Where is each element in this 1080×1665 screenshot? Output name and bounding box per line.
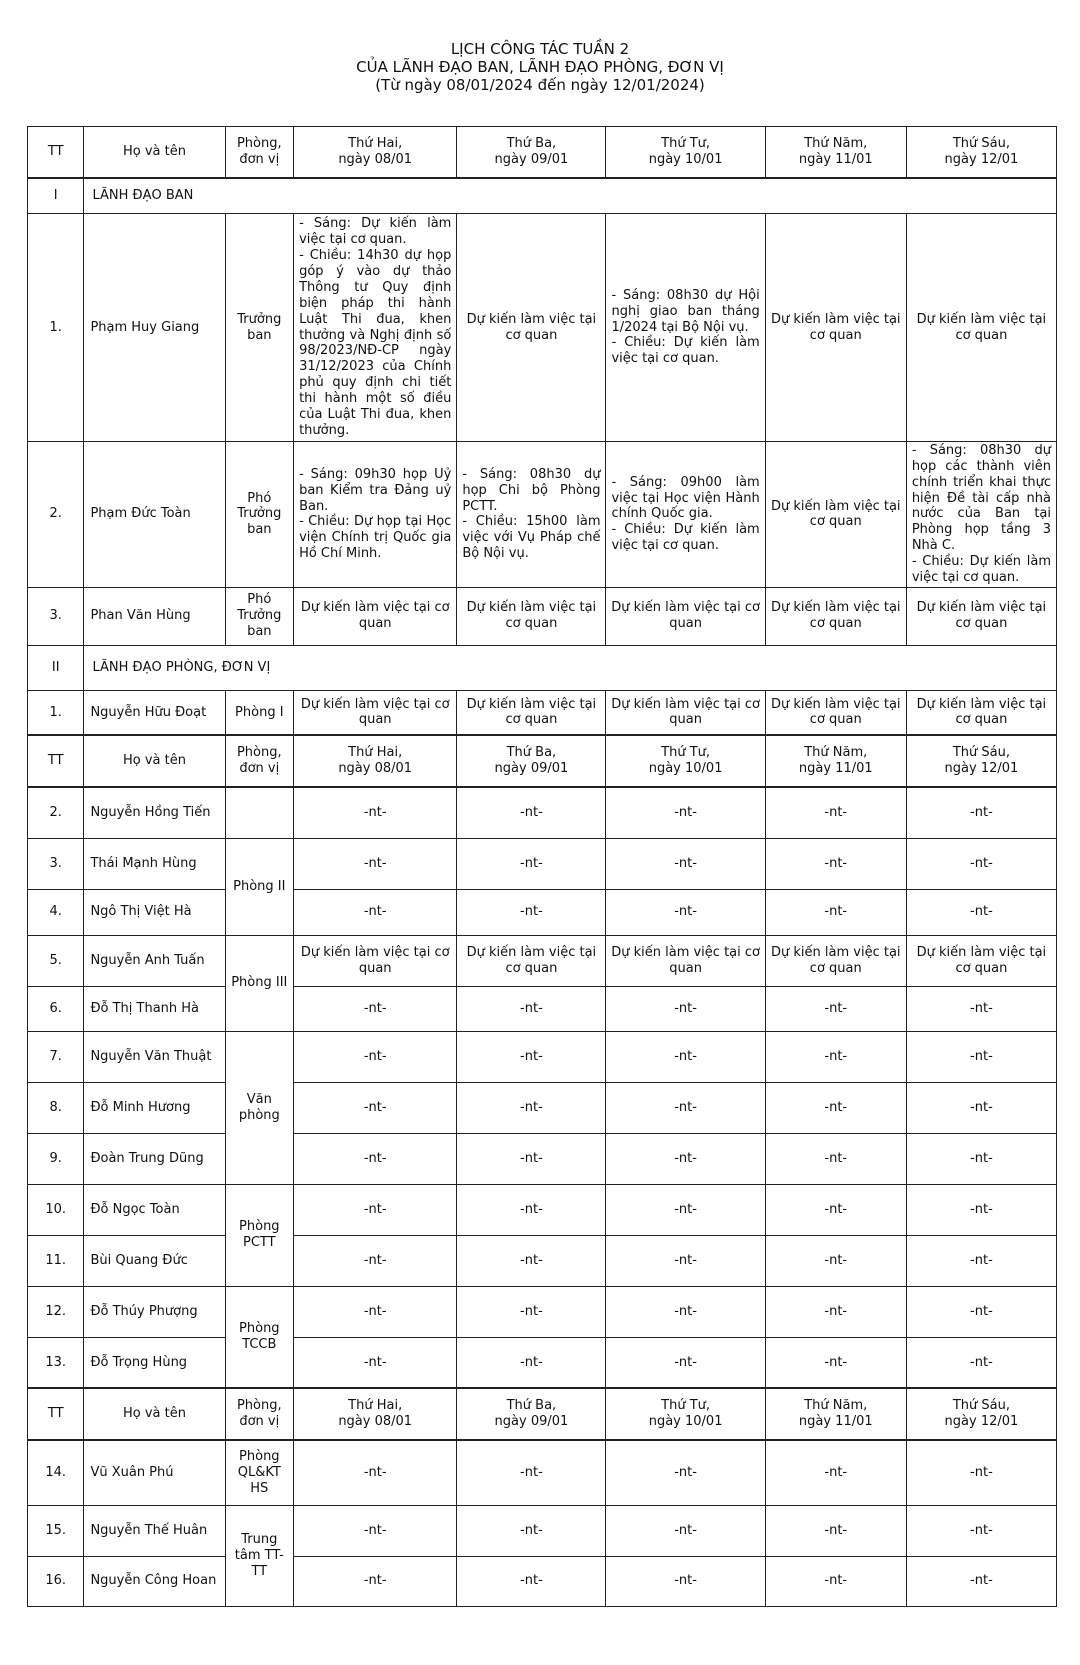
person-name: Đỗ Minh Hương — [84, 1082, 225, 1133]
dept-cell: Trung tâm TT-TT — [225, 1505, 294, 1606]
section-row — [28, 178, 1057, 214]
person-name: Vũ Xuân Phú — [84, 1440, 225, 1505]
schedule-cell: -nt- — [457, 1133, 606, 1184]
dept-cell: Phòng II — [225, 838, 294, 935]
col-tuesday: Thứ Ba, ngày 09/01 — [457, 127, 606, 178]
schedule-cell: -nt- — [457, 889, 606, 935]
dept-cell: Phòng QL&KT HS — [225, 1440, 294, 1505]
table-row — [28, 1184, 1057, 1235]
header-date-range: (Từ ngày 08/01/2024 đến ngày 12/01/2024) — [375, 76, 705, 94]
col-wednesday: Thứ Tư, ngày 10/01 — [606, 1388, 765, 1440]
row-number: 15. — [28, 1505, 84, 1556]
col-tt: TT — [28, 735, 84, 787]
row-number: 3. — [28, 838, 84, 889]
person-name: Phạm Đức Toàn — [84, 442, 225, 588]
schedule-cell: -nt- — [765, 986, 906, 1031]
section-title: LÃNH ĐẠO PHÒNG, ĐƠN VỊ — [84, 645, 1057, 690]
schedule-cell: -nt- — [906, 787, 1056, 838]
schedule-cell: -nt- — [294, 1031, 457, 1082]
schedule-cell: - Sáng: 09h00 làm việc tại Học viện Hành chính Quốc gia. - Chiều: Dự kiến làm việc tại cơ quan. — [606, 442, 765, 588]
section-number: II — [28, 645, 84, 690]
schedule-cell: -nt- — [765, 1133, 906, 1184]
col-friday: Thứ Sáu, ngày 12/01 — [906, 735, 1056, 787]
table-header-row-repeat — [28, 735, 1057, 787]
schedule-cell: -nt- — [606, 889, 765, 935]
row-number: 7. — [28, 1031, 84, 1082]
schedule-cell: -nt- — [906, 1184, 1056, 1235]
row-number: 10. — [28, 1184, 84, 1235]
col-dept: Phòng, đơn vị — [225, 1388, 294, 1440]
person-name: Nguyễn Văn Thuật — [84, 1031, 225, 1082]
schedule-cell: -nt- — [606, 1082, 765, 1133]
schedule-cell: Dự kiến làm việc tại cơ quan — [606, 690, 765, 735]
section-number: I — [28, 178, 84, 214]
dept-cell: Phó Trưởng ban — [225, 442, 294, 588]
person-name: Nguyễn Thế Huân — [84, 1505, 225, 1556]
schedule-table — [27, 126, 1057, 1607]
schedule-cell: - Sáng: 08h30 dự Hội nghị giao ban tháng 1/2024 tại Bộ Nội vụ. - Chiều: Dự kiến làm việc tại cơ quan. — [606, 214, 765, 442]
schedule-cell: - Sáng: 08h30 dự họp Chi bộ Phòng PCTT. - Chiều: 15h00 làm việc với Vụ Pháp chế Bộ Nội vụ. — [457, 442, 606, 588]
schedule-cell: -nt- — [906, 889, 1056, 935]
schedule-cell: -nt- — [457, 1082, 606, 1133]
row-number: 1. — [28, 690, 84, 735]
schedule-cell: Dự kiến làm việc tại cơ quan — [606, 587, 765, 645]
schedule-cell: -nt- — [765, 1505, 906, 1556]
schedule-cell: Dự kiến làm việc tại cơ quan — [457, 587, 606, 645]
schedule-cell: -nt- — [606, 1505, 765, 1556]
col-name: Họ và tên — [84, 735, 225, 787]
person-name: Đỗ Ngọc Toàn — [84, 1184, 225, 1235]
row-number: 2. — [28, 787, 84, 838]
col-tuesday: Thứ Ba, ngày 09/01 — [457, 1388, 606, 1440]
schedule-cell: -nt- — [457, 1184, 606, 1235]
person-name: Đoàn Trung Dũng — [84, 1133, 225, 1184]
table-row — [28, 1440, 1057, 1505]
schedule-cell: -nt- — [457, 986, 606, 1031]
row-number: 5. — [28, 935, 84, 986]
dept-cell: Phòng TCCB — [225, 1286, 294, 1388]
person-name: Ngô Thị Việt Hà — [84, 889, 225, 935]
document-header — [0, 40, 1080, 94]
dept-cell: Phòng I — [225, 690, 294, 735]
schedule-cell: -nt- — [765, 787, 906, 838]
schedule-cell: -nt- — [906, 1286, 1056, 1337]
schedule-cell: -nt- — [294, 1082, 457, 1133]
schedule-cell: -nt- — [765, 1337, 906, 1388]
row-number: 1. — [28, 214, 84, 442]
table-row — [28, 1505, 1057, 1556]
row-number: 16. — [28, 1556, 84, 1606]
table-row — [28, 442, 1057, 588]
row-number: 11. — [28, 1235, 84, 1286]
schedule-cell: -nt- — [606, 1031, 765, 1082]
table-row — [28, 1286, 1057, 1337]
person-name: Bùi Quang Đức — [84, 1235, 225, 1286]
schedule-cell: -nt- — [765, 889, 906, 935]
schedule-cell: -nt- — [606, 1440, 765, 1505]
schedule-cell: -nt- — [906, 1235, 1056, 1286]
schedule-cell: -nt- — [765, 1184, 906, 1235]
schedule-cell: Dự kiến làm việc tại cơ quan — [457, 935, 606, 986]
schedule-cell: -nt- — [606, 787, 765, 838]
schedule-cell: -nt- — [606, 1556, 765, 1606]
schedule-cell: -nt- — [906, 1440, 1056, 1505]
person-name: Nguyễn Hữu Đoạt — [84, 690, 225, 735]
schedule-cell: -nt- — [294, 838, 457, 889]
schedule-cell: -nt- — [294, 787, 457, 838]
table-row — [28, 838, 1057, 889]
col-friday: Thứ Sáu, ngày 12/01 — [906, 1388, 1056, 1440]
person-name: Nguyễn Công Hoan — [84, 1556, 225, 1606]
schedule-cell: Dự kiến làm việc tại cơ quan — [906, 690, 1056, 735]
schedule-cell: -nt- — [606, 838, 765, 889]
schedule-cell: -nt- — [906, 1556, 1056, 1606]
header-subtitle: CỦA LÃNH ĐẠO BAN, LÃNH ĐẠO PHÒNG, ĐƠN VỊ — [356, 58, 724, 76]
schedule-cell: -nt- — [906, 1337, 1056, 1388]
schedule-cell: -nt- — [906, 1133, 1056, 1184]
schedule-cell: -nt- — [457, 1440, 606, 1505]
schedule-cell: -nt- — [606, 1133, 765, 1184]
row-number: 8. — [28, 1082, 84, 1133]
schedule-cell: Dự kiến làm việc tại cơ quan — [765, 214, 906, 442]
col-monday: Thứ Hai, ngày 08/01 — [294, 127, 457, 178]
row-number: 4. — [28, 889, 84, 935]
schedule-cell: -nt- — [457, 838, 606, 889]
col-tuesday: Thứ Ba, ngày 09/01 — [457, 735, 606, 787]
schedule-cell: Dự kiến làm việc tại cơ quan — [294, 690, 457, 735]
schedule-cell: -nt- — [606, 1235, 765, 1286]
col-dept: Phòng, đơn vị — [225, 735, 294, 787]
schedule-cell: Dự kiến làm việc tại cơ quan — [906, 587, 1056, 645]
schedule-cell: -nt- — [906, 986, 1056, 1031]
col-monday: Thứ Hai, ngày 08/01 — [294, 735, 457, 787]
schedule-cell: -nt- — [765, 1440, 906, 1505]
schedule-cell: Dự kiến làm việc tại cơ quan — [765, 935, 906, 986]
table-header-row-repeat — [28, 1388, 1057, 1440]
dept-cell: Phó Trưởng ban — [225, 587, 294, 645]
schedule-cell: Dự kiến làm việc tại cơ quan — [294, 587, 457, 645]
dept-cell: Phòng III — [225, 935, 294, 1031]
col-name: Họ và tên — [84, 1388, 225, 1440]
section-title: LÃNH ĐẠO BAN — [84, 178, 1057, 214]
table-row — [28, 587, 1057, 645]
row-number: 13. — [28, 1337, 84, 1388]
table-row — [28, 787, 1057, 838]
person-name: Phan Văn Hùng — [84, 587, 225, 645]
table-row — [28, 214, 1057, 442]
schedule-cell: -nt- — [765, 1031, 906, 1082]
col-tt: TT — [28, 127, 84, 178]
schedule-cell: -nt- — [765, 1235, 906, 1286]
dept-cell — [225, 787, 294, 838]
col-dept: Phòng, đơn vị — [225, 127, 294, 178]
schedule-cell: -nt- — [457, 1031, 606, 1082]
table-row — [28, 935, 1057, 986]
schedule-cell: -nt- — [294, 1286, 457, 1337]
row-number: 14. — [28, 1440, 84, 1505]
schedule-cell: -nt- — [457, 787, 606, 838]
schedule-cell: -nt- — [294, 986, 457, 1031]
person-name: Nguyễn Hồng Tiến — [84, 787, 225, 838]
dept-cell: Văn phòng — [225, 1031, 294, 1184]
schedule-cell: -nt- — [606, 1337, 765, 1388]
table-row — [28, 1133, 1057, 1184]
schedule-cell: Dự kiến làm việc tại cơ quan — [906, 214, 1056, 442]
table-header-row — [28, 127, 1057, 178]
col-thursday: Thứ Năm, ngày 11/01 — [765, 127, 906, 178]
schedule-cell: -nt- — [294, 889, 457, 935]
person-name: Đỗ Thúy Phượng — [84, 1286, 225, 1337]
schedule-cell: -nt- — [294, 1184, 457, 1235]
table-row — [28, 889, 1057, 935]
schedule-cell: -nt- — [606, 1184, 765, 1235]
schedule-cell: -nt- — [765, 1556, 906, 1606]
schedule-cell: -nt- — [906, 1505, 1056, 1556]
col-thursday: Thứ Năm, ngày 11/01 — [765, 1388, 906, 1440]
schedule-cell: Dự kiến làm việc tại cơ quan — [294, 935, 457, 986]
table-row — [28, 1082, 1057, 1133]
dept-cell: Phòng PCTT — [225, 1184, 294, 1286]
row-number: 6. — [28, 986, 84, 1031]
person-name: Thái Mạnh Hùng — [84, 838, 225, 889]
schedule-cell: -nt- — [765, 1286, 906, 1337]
schedule-cell: Dự kiến làm việc tại cơ quan — [906, 935, 1056, 986]
table-row — [28, 690, 1057, 735]
col-monday: Thứ Hai, ngày 08/01 — [294, 1388, 457, 1440]
col-thursday: Thứ Năm, ngày 11/01 — [765, 735, 906, 787]
section-row — [28, 645, 1057, 690]
table-row — [28, 1556, 1057, 1606]
schedule-cell: -nt- — [606, 986, 765, 1031]
schedule-cell: -nt- — [294, 1505, 457, 1556]
schedule-cell: Dự kiến làm việc tại cơ quan — [606, 935, 765, 986]
person-name: Đỗ Thị Thanh Hà — [84, 986, 225, 1031]
schedule-cell: -nt- — [457, 1337, 606, 1388]
table-row — [28, 1031, 1057, 1082]
schedule-cell: Dự kiến làm việc tại cơ quan — [765, 690, 906, 735]
schedule-cell: -nt- — [294, 1337, 457, 1388]
schedule-cell: -nt- — [765, 838, 906, 889]
schedule-cell: Dự kiến làm việc tại cơ quan — [457, 214, 606, 442]
schedule-cell: -nt- — [294, 1556, 457, 1606]
schedule-cell: Dự kiến làm việc tại cơ quan — [765, 587, 906, 645]
row-number: 3. — [28, 587, 84, 645]
schedule-cell: - Sáng: Dự kiến làm việc tại cơ quan. - Chiều: 14h30 dự họp góp ý vào dự thảo Thông tư Quy định biện pháp thi hành Luật Thi đua, khen thưởng và Nghị định số 98/2023/NĐ-CP ngày 31/12/2023 của Chính phủ quy định chi tiết thi hành một số điều của Luật Thi đua, khen thưởng. — [294, 214, 457, 442]
col-tt: TT — [28, 1388, 84, 1440]
header-title: LỊCH CÔNG TÁC TUẦN 2 — [450, 40, 630, 58]
person-name: Nguyễn Anh Tuấn — [84, 935, 225, 986]
schedule-cell: -nt- — [457, 1286, 606, 1337]
person-name: Phạm Huy Giang — [84, 214, 225, 442]
row-number: 9. — [28, 1133, 84, 1184]
schedule-cell: - Sáng: 09h30 họp Uỷ ban Kiểm tra Đảng uỷ Ban. - Chiều: Dự họp tại Học viện Chính trị Quốc gia Hồ Chí Minh. — [294, 442, 457, 588]
col-friday: Thứ Sáu, ngày 12/01 — [906, 127, 1056, 178]
row-number: 12. — [28, 1286, 84, 1337]
col-wednesday: Thứ Tư, ngày 10/01 — [606, 127, 765, 178]
col-name: Họ và tên — [84, 127, 225, 178]
schedule-cell: -nt- — [294, 1133, 457, 1184]
table-row — [28, 1337, 1057, 1388]
schedule-cell: -nt- — [906, 1082, 1056, 1133]
row-number: 2. — [28, 442, 84, 588]
table-row — [28, 1235, 1057, 1286]
schedule-cell: -nt- — [906, 838, 1056, 889]
schedule-cell: -nt- — [457, 1556, 606, 1606]
schedule-cell: -nt- — [294, 1235, 457, 1286]
table-row — [28, 986, 1057, 1031]
dept-cell: Trưởng ban — [225, 214, 294, 442]
schedule-cell: -nt- — [457, 1235, 606, 1286]
schedule-cell: -nt- — [765, 1082, 906, 1133]
col-wednesday: Thứ Tư, ngày 10/01 — [606, 735, 765, 787]
schedule-cell: Dự kiến làm việc tại cơ quan — [765, 442, 906, 588]
schedule-cell: -nt- — [606, 1286, 765, 1337]
schedule-cell: -nt- — [457, 1505, 606, 1556]
schedule-cell: -nt- — [294, 1440, 457, 1505]
schedule-cell: - Sáng: 08h30 dự họp các thành viên chính triển khai thực hiện Đề tài cấp nhà nước của Ban tại Phòng họp tầng 3 Nhà C. - Chiều: Dự kiến làm việc tại cơ quan. — [906, 442, 1056, 588]
schedule-cell: -nt- — [906, 1031, 1056, 1082]
person-name: Đỗ Trọng Hùng — [84, 1337, 225, 1388]
schedule-cell: Dự kiến làm việc tại cơ quan — [457, 690, 606, 735]
